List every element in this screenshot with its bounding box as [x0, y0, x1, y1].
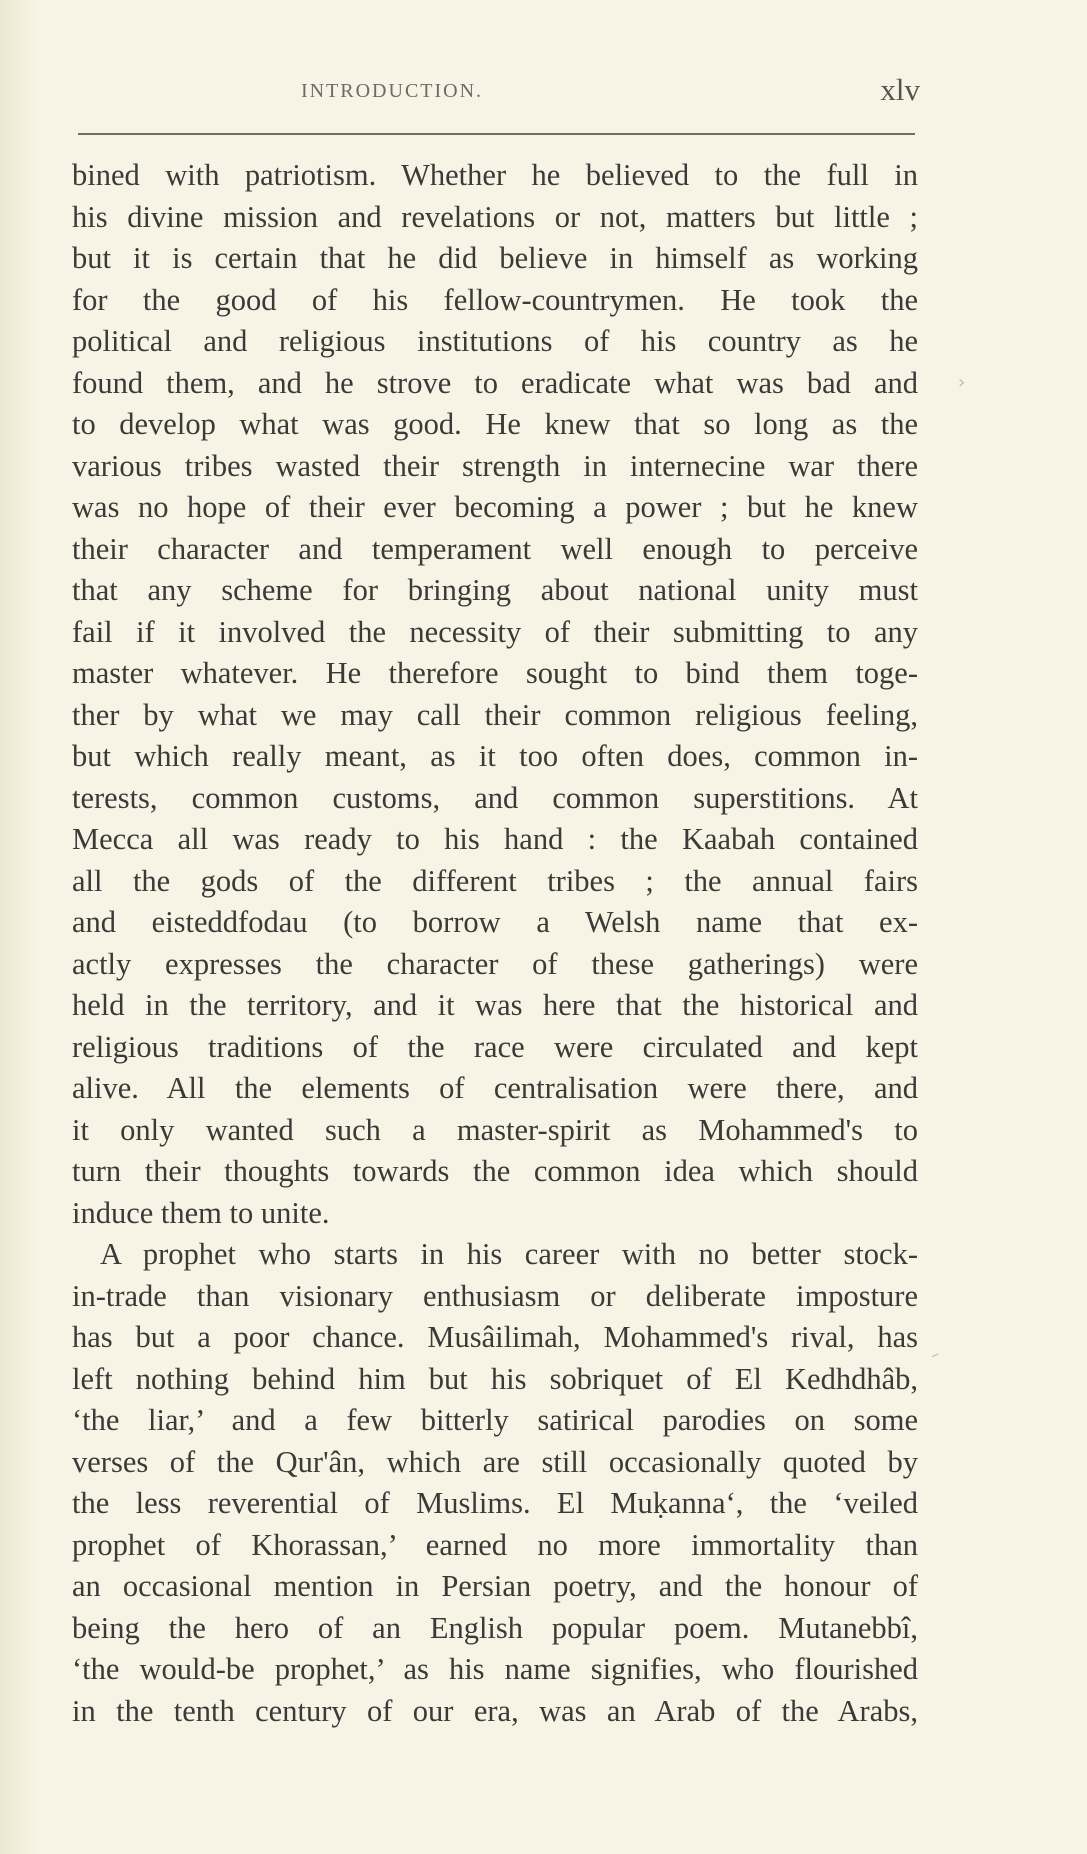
text-line: turn their thoughts towards the common idea which should [72, 1154, 918, 1188]
text-line: has but a poor chance. Musâilimah, Mohammed's rival, has [72, 1320, 918, 1354]
text-line: being the hero of an English popular poem. Mutanebbî, [72, 1610, 918, 1645]
text-line: prophet of Khorassan,’ earned no more immortality than [72, 1527, 918, 1562]
text-line: ‘the liar,’ and a few bitterly satirical parodies on some [72, 1403, 918, 1437]
text-line: A prophet who starts in his career with no better stock- [100, 1237, 918, 1271]
text-line: Mecca all was ready to his hand : the Kaabah contained [72, 822, 918, 856]
page-number: xlv [880, 72, 920, 107]
text-line: left nothing behind him but his sobriquet of El Kedhdhâb, [72, 1361, 918, 1396]
text-line: religious traditions of the race were circulated and kept [72, 1029, 918, 1064]
text-line: bined with patriotism. Whether he believed to the full in [72, 158, 918, 192]
text-line: that any scheme for bringing about national unity must [72, 573, 918, 607]
text-line: an occasional mention in Persian poetry, and the honour of [72, 1569, 918, 1603]
text-line: political and religious institutions of his country as he [72, 324, 918, 358]
text-line: actly expresses the character of these gatherings) were [72, 946, 918, 981]
body-text [72, 155, 918, 1732]
text-line: ther by what we may call their common religious feeling, [72, 697, 918, 732]
text-line: various tribes wasted their strength in internecine war there [72, 448, 918, 483]
running-head [72, 72, 920, 112]
text-line: and eisteddfodau (to borrow a Welsh name that ex- [72, 905, 918, 939]
margin-mark: ⁻ [928, 1346, 946, 1371]
text-line: fail if it involved the necessity of their submitting to any [72, 614, 918, 649]
running-title: INTRODUCTION. [300, 80, 484, 102]
header-rule [78, 133, 915, 135]
paragraph-1 [72, 155, 918, 1234]
text-line: ‘the would-be prophet,’ as his name signifies, who flourished [72, 1652, 918, 1686]
text-line: to develop what was good. He knew that so long as the [72, 407, 918, 441]
text-line: it only wanted such a master-spirit as Mohammed's to [72, 1112, 918, 1147]
text-line: their character and temperament well enough to perceive [72, 531, 918, 566]
text-line: was no hope of their ever becoming a power ; but he knew [72, 490, 918, 524]
text-line: terests, common customs, and common superstitions. At [72, 780, 918, 815]
text-line: induce them to unite. [72, 1195, 330, 1230]
text-line: all the gods of the different tribes ; the annual fairs [72, 863, 918, 898]
text-line: the less reverential of Muslims. El Muḳanna‘, the ‘veiled [72, 1486, 918, 1520]
text-line: verses of the Qur'ân, which are still occasionally quoted by [72, 1444, 918, 1479]
text-line: master whatever. He therefore sought to bind them toge- [72, 656, 918, 690]
text-line: for the good of his fellow-countrymen. He took the [72, 282, 918, 317]
page-edge-shadow [0, 0, 40, 1854]
paragraph-2 [72, 1234, 918, 1732]
text-line: but which really meant, as it too often does, common in- [72, 739, 918, 773]
text-line: his divine mission and revelations or not, matters but little ; [72, 199, 918, 234]
text-line: found them, and he strove to eradicate what was bad and [72, 365, 918, 400]
text-line: alive. All the elements of centralisation were there, and [72, 1071, 918, 1105]
text-line: held in the territory, and it was here that the historical and [72, 988, 918, 1022]
text-line: in-trade than visionary enthusiasm or deliberate imposture [72, 1278, 918, 1313]
margin-mark: › [958, 372, 966, 393]
text-line: in the tenth century of our era, was an Arab of the Arabs, [72, 1693, 918, 1728]
text-line: but it is certain that he did believe in himself as working [72, 241, 918, 275]
